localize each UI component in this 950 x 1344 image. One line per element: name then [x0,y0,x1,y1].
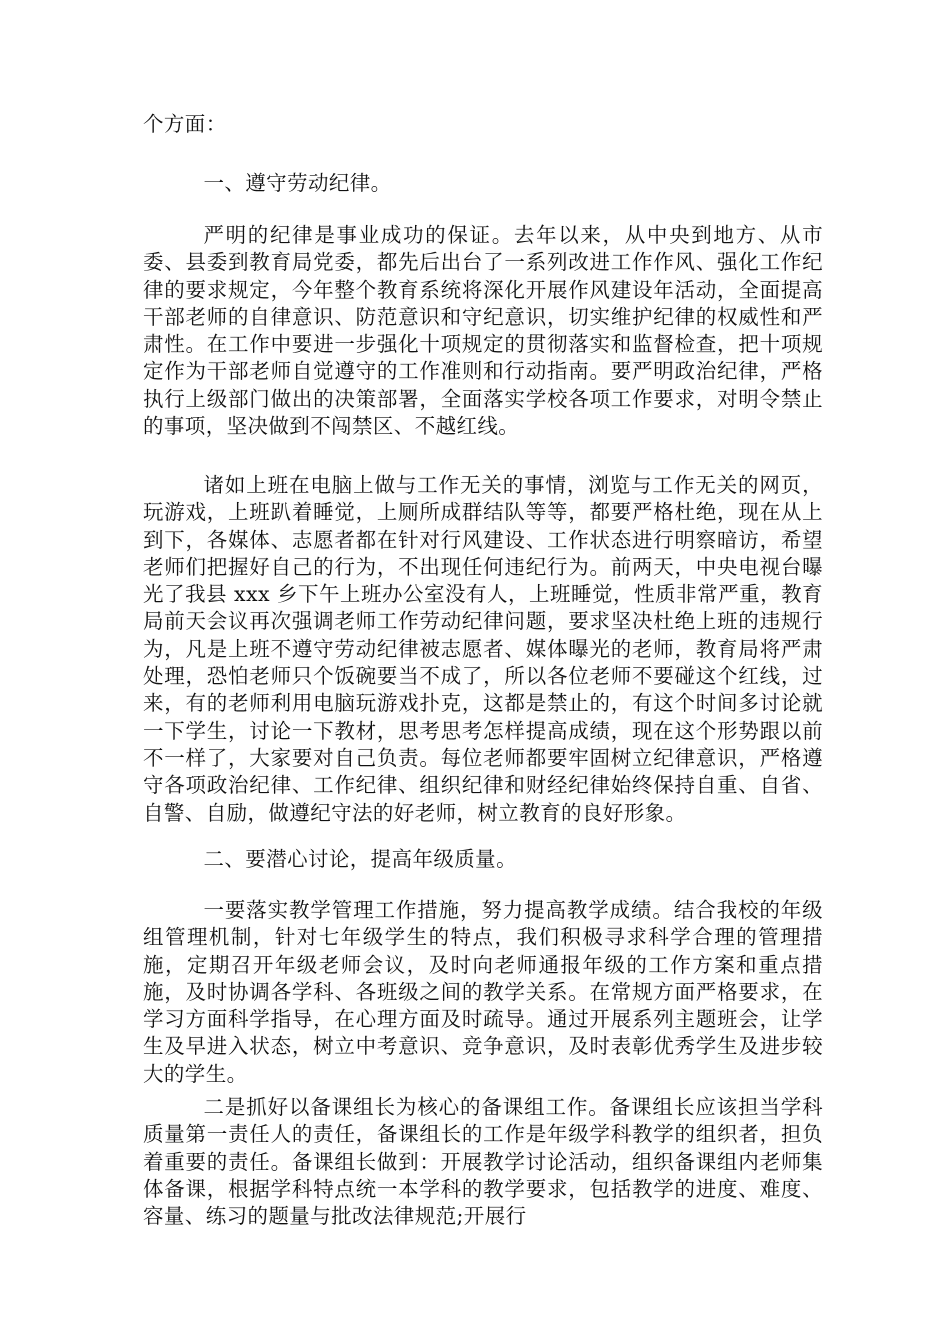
section-heading-2: 二、要潜心讨论，提高年级质量。 [203,847,517,871]
paragraph-lesson-prep-group: 二是抓好以备课组长为核心的备课组工作。备课组长应该担当学科质量第一责任人的责任，备课组长的工作是年级学科教学的组织者，担负着重要的责任。备课组长做到：开展教学讨论活动，组织备课组内老师集体备课，根据学科特点统一本学科的教学要求，包括教学的进度、难度、容量、练习的题量与批改法律规范;开展行 [143,1095,823,1229]
paragraph-continuation: 个方面： [143,112,227,136]
paragraph-violations: 诸如上班在电脑上做与工作无关的事情，浏览与工作无关的网页，玩游戏，上班趴着睡觉，上厕所成群结队等等，都要严格杜绝，现在从上到下，各媒体、志愿者都在针对行风建设、工作状态进行明察暗访，希望老师们把握好自己的行为，不出现任何违纪行为。前两天，中央电视台曝光了我县 xxx 乡下午上班办公室没有人，上班睡觉，性质非常严重，教育局前天会议再次强调老师工作劳动纪律问题，要求坚决杜绝上班的违规行为，凡是上班不遵守劳动纪律被志愿者、媒体曝光的老师，教育局将严肃处理，恐怕老师只个饭碗要当不成了，所以各位老师不要碰这个红线，过来，有的老师利用电脑玩游戏扑克，这都是禁止的，有这个时间多讨论就一下学生，讨论一下教材，思考思考怎样提高成绩，现在这个形势跟以前不一样了，大家要对自己负责。每位老师都要牢固树立纪律意识，严格遵守各项政治纪律、工作纪律、组织纪律和财经纪律始终保持自重、自省、自警、自励，做遵纪守法的好老师，树立教育的良好形象。 [143,473,823,825]
paragraph-discipline: 严明的纪律是事业成功的保证。去年以来，从中央到地方、从市委、县委到教育局党委，都先后出台了一系列改进工作作风、强化工作纪律的要求规定，今年整个教育系统将深化开展作风建设年活动，全面提高干部老师的自律意识、防范意识和守纪意识，切实维护纪律的权威性和严肃性。在工作中要进一步强化十项规定的贯彻落实和监督检查，把十项规定作为干部老师自觉遵守的工作准则和行动指南。要严明政治纪律，严格执行上级部门做出的决策部署，全面落实学校各项工作要求，对明令禁止的事项，坚决做到不闯禁区、不越红线。 [143,223,823,439]
section-heading-1: 一、遵守劳动纪律。 [203,171,392,195]
paragraph-teaching-management: 一要落实教学管理工作措施，努力提高教学成绩。结合我校的年级组管理机制，针对七年级学生的特点，我们积极寻求科学合理的管理措施，定期召开年级老师会议，及时向老师通报年级的工作方案和重点措施，及时协调各学科、各班级之间的教学关系。在常规方面严格要求，在学习方面科学指导，在心理方面及时疏导。通过开展系列主题班会，让学生及早进入状态，树立中考意识、竞争意识，及时表彰优秀学生及进步较大的学生。 [143,898,823,1086]
